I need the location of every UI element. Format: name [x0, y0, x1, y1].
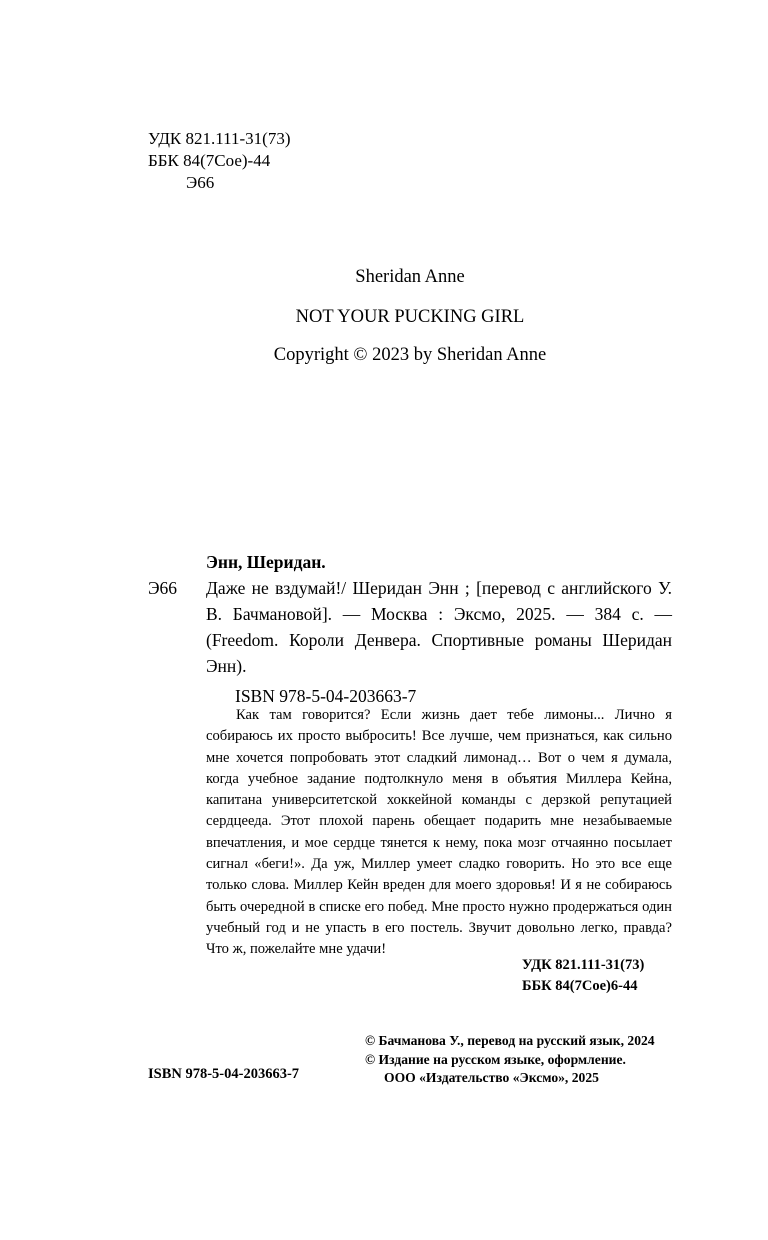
- bbk-code: ББК 84(7Сое)-44: [148, 151, 271, 170]
- udk-code: УДК 821.111-31(73): [148, 129, 291, 148]
- bibliographic-record: [148, 549, 672, 709]
- record-description: Даже не вздумай!/ Шеридан Энн ; [перевод с английского У. В. Бачмановой]. — Москва : Эксмо, 2025. — 384 с. — (Freedom. Короли Денвера. Спортивные романы Шеридан Энн).: [206, 578, 672, 676]
- udk-code-bold: УДК 821.111-31(73): [522, 957, 645, 973]
- edition-copyright-line2: ООО «Издательство «Эксмо», 2025: [384, 1070, 599, 1085]
- footer-isbn: ISBN 978-5-04-203663-7: [148, 1066, 300, 1082]
- author-mark: Э66: [186, 173, 215, 192]
- original-title: NOT YOUR PUCKING GIRL: [295, 307, 525, 327]
- classification-codes-bold: [522, 955, 644, 997]
- record-description-row: [148, 575, 672, 679]
- bbk-code-bold: ББК 84(7Сое)6-44: [522, 978, 638, 994]
- record-author-heading: Энн, Шеридан.: [206, 552, 326, 572]
- footer-copyrights: [365, 1032, 655, 1088]
- original-copyright: Copyright © 2023 by Sheridan Anne: [273, 345, 547, 365]
- annotation-text: Как там говорится? Если жизнь дает тебе лимоны... Лично я собираюсь их просто выбросить! Все лучше, чем признаться, как сильно мне хочется попробовать этот сладкий лимонад… Вот о чем я думала, когда учебное задание подтолкнуло меня в объятия Миллера Кейна, капитана университетской хоккейной команды с дерзкой репутацией сердцееда. Этот плохой парень обещает подарить мне незабываемые впечатления, и мое сердце тянется к нему, пока мозг отчаянно посылает сигнал «беги!». Да уж, Миллер умеет сладко говорить. Но это все еще только слова. Миллер Кейн вреден для моего здоровья! И я не собираюсь быть очередной в списке его побед. Мне просто нужно продержаться один учебный год и не упасть в его постель. Звучит довольно легко, правда? Что ж, пожелайте мне удачи!: [206, 707, 672, 958]
- record-isbn: ISBN 978-5-04-203663-7: [235, 686, 417, 706]
- edition-copyright-line1: © Издание на русском языке, оформление.: [365, 1051, 626, 1067]
- classification-block: [148, 128, 290, 194]
- translation-copyright: © Бачманова У., перевод на русский язык, 2024: [365, 1033, 655, 1048]
- original-author: Sheridan Anne: [355, 267, 465, 287]
- record-author-mark: Э66: [148, 578, 178, 598]
